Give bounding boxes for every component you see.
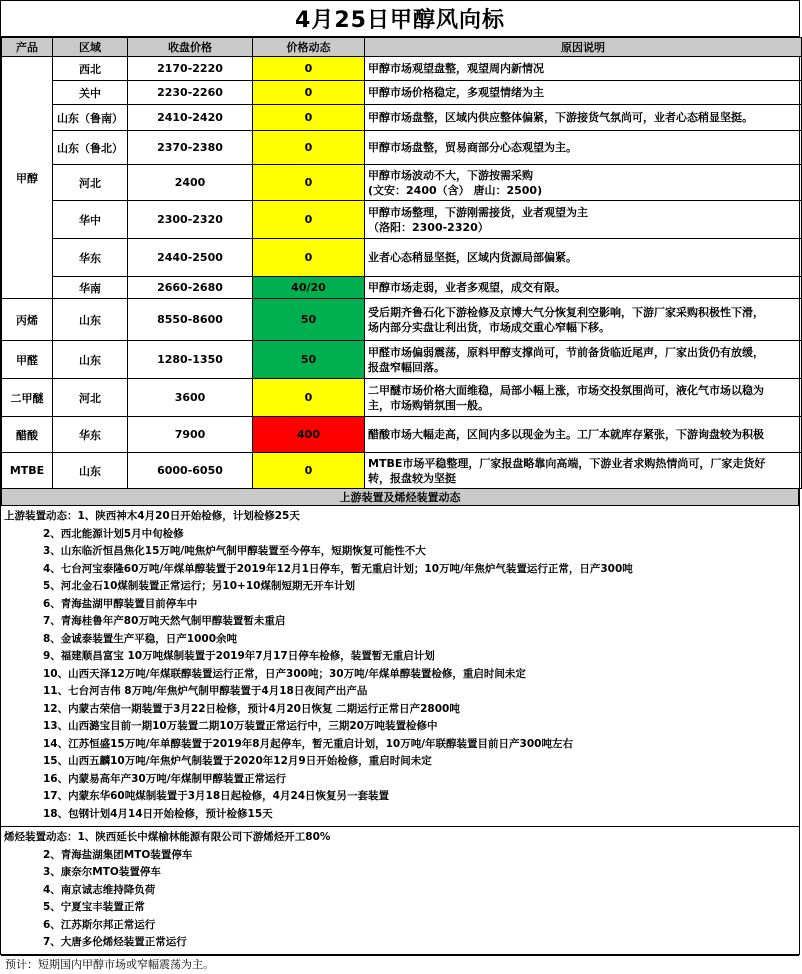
upstream-item-text: 18、包钢计划4月14日开始检修，预计检修15天 [43, 807, 273, 820]
price-cell: 2300-2320 [128, 201, 253, 239]
change-cell: 0 [253, 165, 365, 201]
region-cell: 华东 [53, 239, 128, 277]
olefin-item [1, 864, 799, 882]
reason-cell [365, 165, 802, 201]
reason-line: 业者心态稍显坚挺，区域内货源局部偏紧。 [368, 251, 577, 264]
price-cell: 7900 [128, 417, 253, 453]
upstream-item [1, 631, 799, 649]
reason-line: MTBE市场平稳整理，厂家报盘略靠向高端，下游业者求购热情尚可，厂家走货好 [368, 456, 766, 470]
olefin-item-text: 4、南京诚志维持降负荷 [43, 883, 156, 896]
upstream-item [1, 561, 799, 579]
change-cell: 0 [253, 131, 365, 165]
change-cell: 0 [253, 105, 365, 131]
reason-cell [365, 417, 802, 453]
reason-line: 场内部分实盘让利出货，市场成交重心窄幅下移。 [368, 320, 610, 334]
upstream-item [1, 526, 799, 544]
change-cell: 0 [253, 239, 365, 277]
table-row [2, 239, 802, 277]
upstream-label: 上游装置动态： [4, 510, 78, 522]
olefin-item [1, 899, 799, 917]
region-cell: 山东 [53, 299, 128, 341]
product-cell: 二甲醚 [2, 379, 53, 417]
reason-line: 转，报盘较为坚挺 [368, 471, 456, 485]
reason-cell [365, 105, 802, 131]
forecast-text: 预计：短期国内甲醇市场或窄幅震荡为主。 [5, 957, 214, 971]
reason-line: 甲醇市场观望盘整，观望周内新情况 [368, 62, 544, 75]
upstream-item-text: 2、西北能源计划5月中旬检修 [43, 527, 184, 540]
table-row [2, 341, 802, 379]
upstream-item [1, 613, 799, 631]
upstream-item [1, 666, 799, 684]
upstream-item [1, 683, 799, 701]
change-cell: 40/20 [253, 277, 365, 299]
price-cell: 2660-2680 [128, 277, 253, 299]
upstream-item [1, 753, 799, 771]
region-cell: 西北 [53, 57, 128, 81]
reason-line: 甲醇市场整理，下游刚需接货，业者观望为主 [368, 205, 588, 219]
reason-line: 醋酸市场大幅走高，区间内多以现金为主。工厂本就库存紧张，下游询盘较为积极 [368, 428, 764, 441]
olefin-item [1, 829, 799, 847]
change-cell: 0 [253, 57, 365, 81]
upstream-item-text: 6、青海盐湖甲醇装置目前停车中 [43, 597, 198, 610]
change-cell: 0 [253, 379, 365, 417]
reason-cell [365, 81, 802, 105]
upstream-item [1, 596, 799, 614]
reason-cell [365, 299, 802, 341]
price-cell: 2370-2380 [128, 131, 253, 165]
change-cell: 50 [253, 299, 365, 341]
reason-line: （洛阳：2300-2320） [368, 220, 489, 234]
header-change: 价格动态 [253, 38, 365, 57]
product-cell: 甲醛 [2, 341, 53, 379]
change-cell: 400 [253, 417, 365, 453]
change-cell: 0 [253, 201, 365, 239]
upstream-item-text: 11、七台河吉伟 8万吨/年焦炉气制甲醇装置于4月18日夜间产出产品 [43, 685, 368, 697]
upstream-item-text: 17、内蒙东华60吨煤制装置于3月18日起检修，4月24日恢复另一套装置 [43, 790, 390, 802]
product-cell: 甲醇 [2, 57, 53, 299]
olefin-item [1, 934, 799, 952]
table-row [2, 81, 802, 105]
olefin-item-text: 7、大唐多伦烯烃装置正常运行 [43, 936, 187, 948]
upstream-item [1, 806, 799, 824]
change-cell: 50 [253, 341, 365, 379]
reason-cell [365, 277, 802, 299]
olefin-item-text: 2、青海盐湖集团MTO装置停车 [43, 848, 193, 861]
upstream-item [1, 543, 799, 561]
reason-cell [365, 341, 802, 379]
upstream-block [1, 506, 799, 827]
upstream-item [1, 701, 799, 719]
upstream-item-text: 13、山西潞宝目前一期10万装置二期10万装置正常运行中，三期20万吨装置检修中 [43, 720, 438, 732]
price-table [1, 37, 802, 489]
reason-cell [365, 379, 802, 417]
upstream-item [1, 718, 799, 736]
reason-line: 甲醇市场盘整，贸易商部分心态观望为主。 [368, 141, 577, 154]
price-cell: 1280-1350 [128, 341, 253, 379]
region-cell: 华东 [53, 417, 128, 453]
price-cell: 8550-8600 [128, 299, 253, 341]
olefin-item-text: 1、陕西延长中煤榆林能源有限公司下游烯烃开工80% [77, 831, 331, 843]
table-row [2, 299, 802, 341]
reason-line: 主，市场购销氛围一般。 [368, 398, 489, 412]
product-cell: 醋酸 [2, 417, 53, 453]
olefin-item-text: 6、江苏斯尔邦正常运行 [43, 918, 156, 931]
header-region: 区域 [53, 38, 128, 57]
region-cell: 山东（鲁南） [53, 105, 128, 131]
table-row [2, 165, 802, 201]
page-title: 4月25日甲醇风向标 [1, 1, 799, 37]
region-cell: 山东 [53, 341, 128, 379]
reason-line: 甲醇市场价格稳定，多观望情绪为主 [368, 86, 544, 99]
region-cell: 华南 [53, 277, 128, 299]
reason-line: 二甲醚市场价格大面维稳，局部小幅上涨，市场交投氛围尚可，液化气市场以稳为 [368, 383, 764, 397]
section-title: 上游装置及烯烃装置动态 [1, 489, 799, 506]
upstream-item [1, 788, 799, 806]
reason-cell [365, 239, 802, 277]
upstream-item-text: 12、内蒙古荣信一期装置于3月22日检修，预计4月20日恢复 二期运行正常日产2800吨 [43, 702, 460, 715]
reason-line: 甲醛市场偏弱震荡，原料甲醇支撑尚可，节前备货临近尾声，厂家出货仍有放缓， [368, 345, 764, 359]
price-cell: 2170-2220 [128, 57, 253, 81]
region-cell: 山东 [53, 453, 128, 489]
region-cell: 华中 [53, 201, 128, 239]
olefin-item [1, 917, 799, 935]
reason-line: 甲醇市场盘整，区域内供应整体偏紧，下游接货气氛尚可，业者心态稍显坚挺。 [368, 111, 753, 124]
upstream-item [1, 771, 799, 789]
region-cell: 山东（鲁北） [53, 131, 128, 165]
upstream-item-text: 1、陕西神木4月20日开始检修，计划检修25天 [77, 510, 300, 522]
price-cell: 2410-2420 [128, 105, 253, 131]
olefin-label: 烯烃装置动态： [4, 831, 78, 843]
reason-line: 甲醇市场走弱，业者多观望，成交有限。 [368, 281, 566, 294]
table-row [2, 131, 802, 165]
table-row [2, 57, 802, 81]
price-cell: 2440-2500 [128, 239, 253, 277]
table-row [2, 105, 802, 131]
price-cell: 2230-2260 [128, 81, 253, 105]
table-row [2, 277, 802, 299]
upstream-item-text: 5、河北金石10煤制装置正常运行；另10+10煤制短期无开车计划 [43, 580, 355, 592]
reason-cell [365, 57, 802, 81]
upstream-item [1, 736, 799, 754]
upstream-item-text: 7、青海桂鲁年产80万吨天然气制甲醇装置暂未重启 [43, 615, 286, 627]
header-product: 产品 [2, 38, 53, 57]
olefin-block [1, 827, 799, 956]
table-row [2, 379, 802, 417]
region-cell: 河北 [53, 379, 128, 417]
reason-cell [365, 201, 802, 239]
change-cell: 0 [253, 453, 365, 489]
product-cell: 丙烯 [2, 299, 53, 341]
region-cell: 河北 [53, 165, 128, 201]
reason-cell [365, 453, 802, 489]
upstream-item [1, 578, 799, 596]
reason-cell [365, 131, 802, 165]
price-cell: 3600 [128, 379, 253, 417]
price-cell: 6000-6050 [128, 453, 253, 489]
table-header-row [2, 38, 802, 57]
upstream-item-text: 14、江苏恒盛15万吨/年单醇装置于2019年8月起停车，暂无重启计划，10万吨/年联醇装置目前日产300吨左右 [43, 737, 573, 750]
upstream-item-text: 15、山西五麟10万吨/年焦炉气制装置于2020年12月9日开始检修，重启时间未定 [43, 755, 432, 767]
olefin-item-text: 3、康奈尔MTO装置停车 [43, 866, 161, 878]
olefin-item [1, 847, 799, 865]
upstream-item-text: 16、内蒙易高年产30万吨/年煤制甲醇装置正常运行 [43, 772, 287, 785]
upstream-item [1, 508, 799, 526]
olefin-item-text: 5、宁夏宝丰装置正常 [43, 901, 145, 913]
header-price: 收盘价格 [128, 38, 253, 57]
upstream-item-text: 3、山东临沂恒昌焦化15万吨/吨焦炉气制甲醇装置至今停车，短期恢复可能性不大 [43, 545, 426, 557]
reason-line: 甲醇市场波动不大，下游按需采购 [368, 168, 533, 182]
reason-line: 受后期齐鲁石化下游检修及京博大气分恢复利空影响，下游厂家采购积极性下滑， [368, 305, 764, 319]
upstream-item [1, 648, 799, 666]
olefin-item [1, 882, 799, 900]
upstream-item-text: 9、福建顺昌富宝 10万吨煤制装置于2019年7月17日停车检修，装置暂无重启计划 [43, 650, 435, 662]
header-reason: 原因说明 [365, 38, 802, 57]
product-cell: MTBE [2, 453, 53, 489]
upstream-item-text: 8、金诚泰装置生产平稳，日产1000余吨 [43, 632, 238, 645]
table-row [2, 453, 802, 489]
table-row [2, 417, 802, 453]
region-cell: 关中 [53, 81, 128, 105]
change-cell: 0 [253, 81, 365, 105]
reason-line: (文安：2400（含） 唐山：2500) [368, 183, 543, 197]
table-row [2, 201, 802, 239]
upstream-item-text: 4、七台河宝泰隆60万吨/年煤单醇装置于2019年12月1日停车，暂无重启计划；10万吨/年焦炉气装置运行正常，日产300吨 [43, 562, 633, 575]
price-cell: 2400 [128, 165, 253, 201]
reason-line: 报盘窄幅回落。 [368, 360, 445, 374]
upstream-item-text: 10、山西天泽12万吨/年煤联醇装置运行正常，日产300吨；30万吨/年煤单醇装置检修，重启时间未定 [43, 667, 526, 680]
